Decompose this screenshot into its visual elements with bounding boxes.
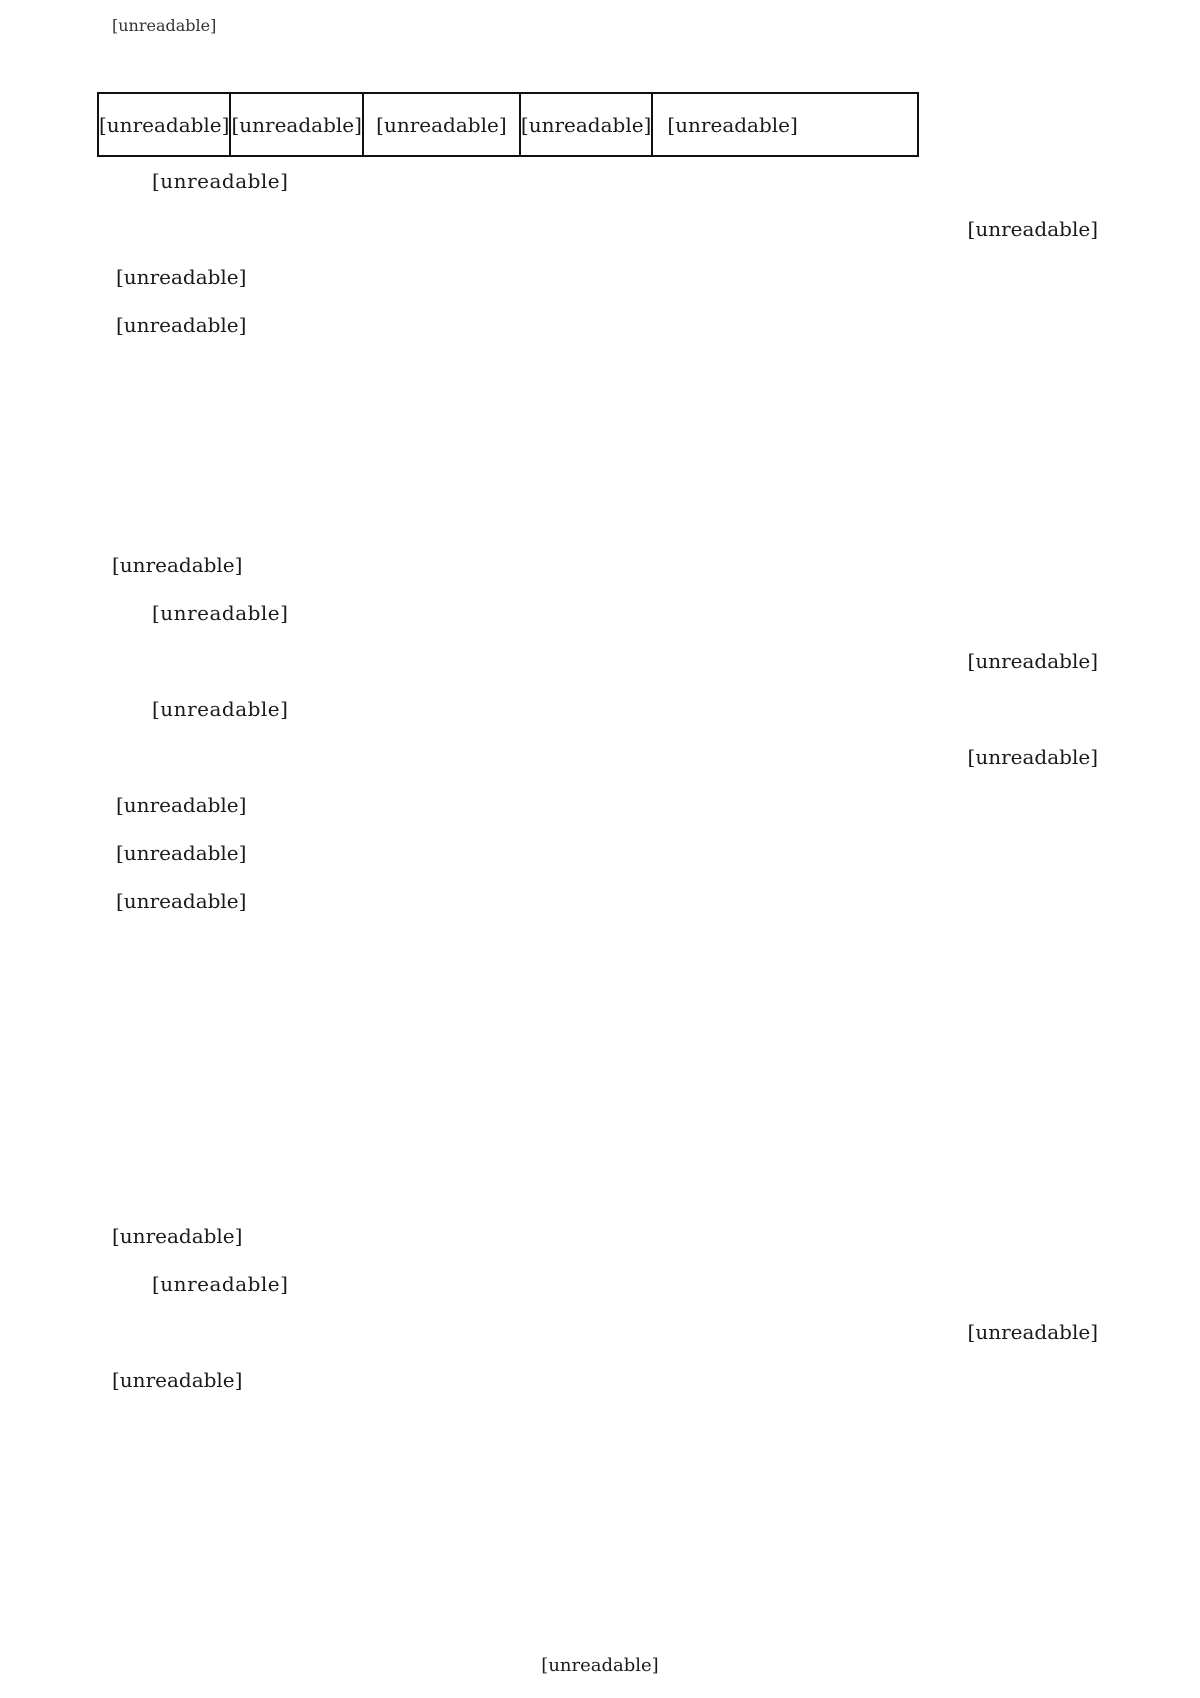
q18-material2-text: [unreadable] <box>152 697 289 721</box>
table-cell-number: [unreadable] <box>98 93 230 156</box>
q19-material-text: [unreadable] <box>152 1272 289 1296</box>
q17-subquestion-1: [unreadable] <box>116 265 247 289</box>
q18-material1-text: [unreadable] <box>152 601 289 625</box>
table-cell-office: [unreadable] <box>520 93 652 156</box>
q18-material1-source: [unreadable] <box>967 649 1098 673</box>
table-cell-era: [unreadable] <box>363 93 520 156</box>
question-19 <box>112 1212 1098 1404</box>
q18-material2-source: [unreadable] <box>967 745 1098 769</box>
q17-material2-text: [unreadable] <box>152 169 289 193</box>
q19-material-source: [unreadable] <box>967 1320 1098 1344</box>
table-cell-deeds: [unreadable] <box>652 93 918 156</box>
q19-task: [unreadable] <box>112 1368 243 1392</box>
q18-subquestion-1: [unreadable] <box>116 793 247 817</box>
q18-subquestion-3: [unreadable] <box>116 889 247 913</box>
q18-subquestion-2: [unreadable] <box>116 841 247 865</box>
q18-title: [unreadable] <box>112 553 243 577</box>
question-17-continued <box>112 157 1098 349</box>
table-row <box>98 93 918 156</box>
q17-material2-source: [unreadable] <box>967 217 1098 241</box>
page-number: [unreadable] <box>541 1655 659 1676</box>
q19-title: [unreadable] <box>112 1224 243 1248</box>
question-18 <box>112 541 1098 925</box>
header-note: [unreadable] <box>112 16 217 35</box>
official-table-row <box>97 92 919 157</box>
table-cell-name: [unreadable] <box>230 93 362 156</box>
q17-subquestion-2: [unreadable] <box>116 313 247 337</box>
